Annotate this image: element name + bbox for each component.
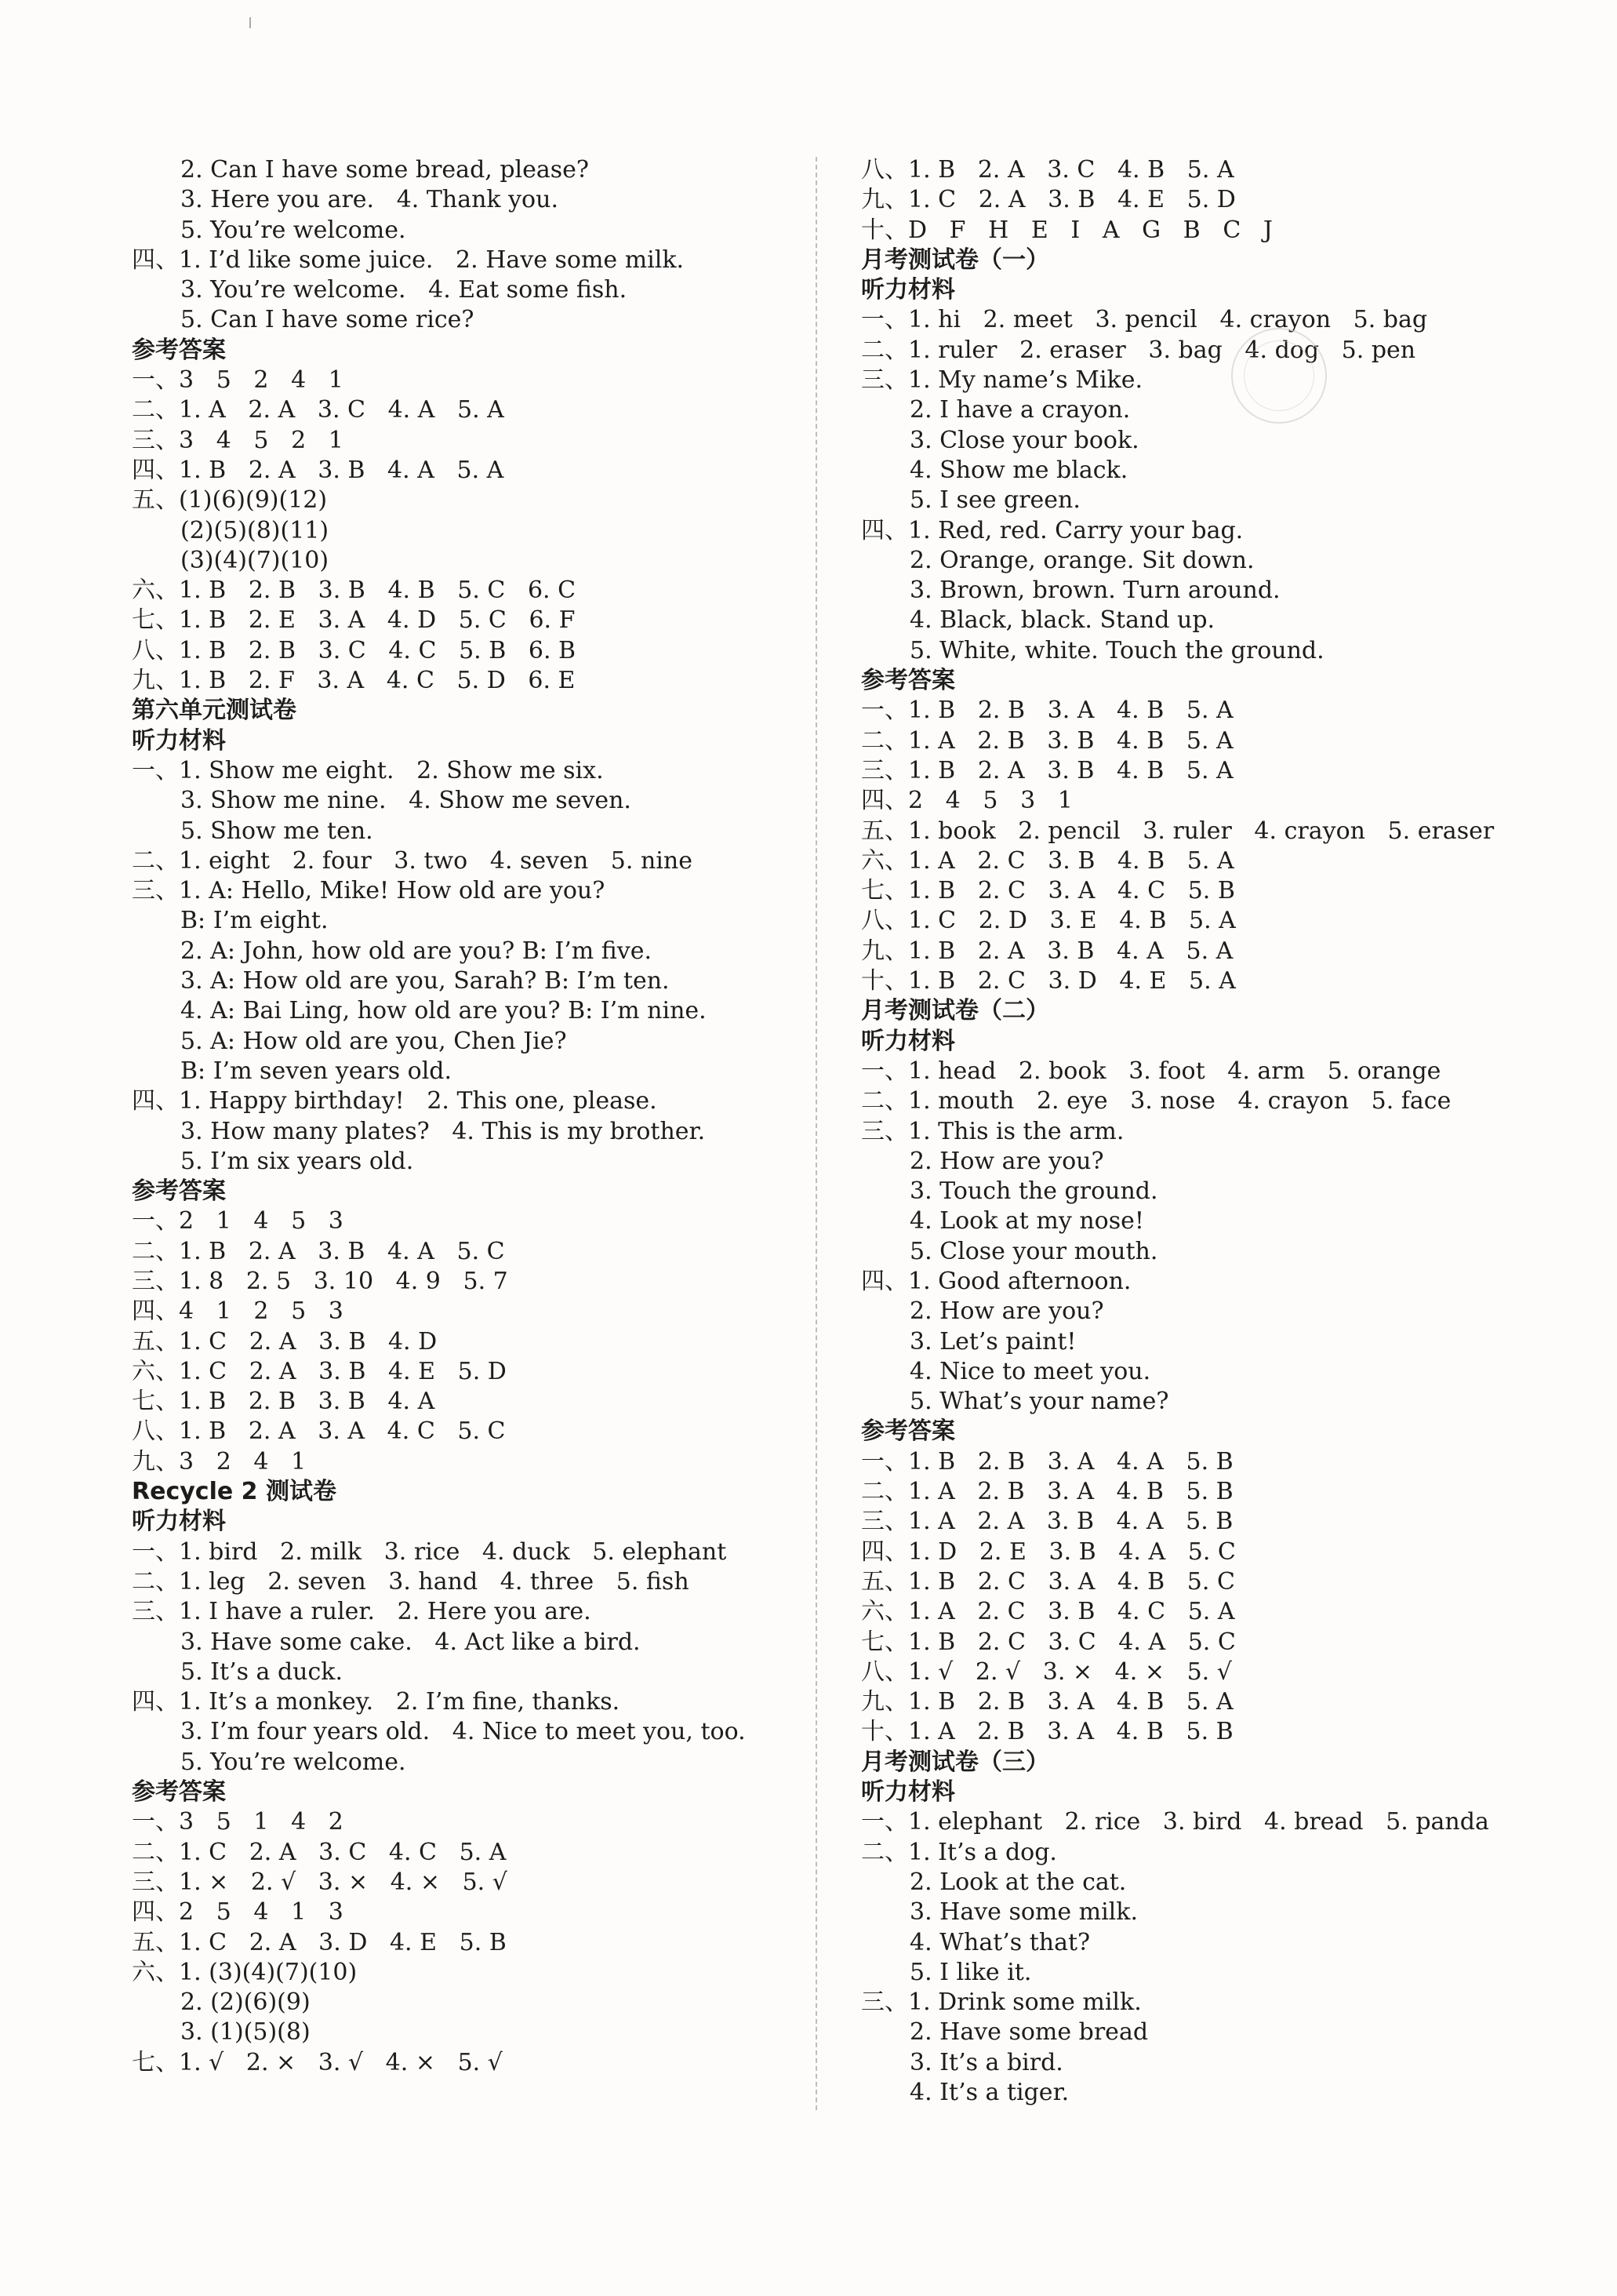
text-line: 一、1. B 2. B 3. A 4. A 5. B: [861, 1447, 1234, 1475]
section-heading: 第六单元测试卷: [132, 697, 296, 725]
section-heading: 月考测试卷（二）: [861, 997, 1049, 1025]
text-line: 3. You’re welcome. 4. Eat some fish.: [180, 276, 627, 304]
text-line: 一、2 1 4 5 3: [132, 1207, 343, 1235]
section-heading: Recycle 2 测试卷: [132, 1478, 336, 1506]
text-line: 六、1. C 2. A 3. B 4. E 5. D: [132, 1357, 507, 1385]
text-line: 三、1. 8 2. 5 3. 10 4. 9 5. 7: [132, 1267, 508, 1295]
text-line: 九、1. C 2. A 3. B 4. E 5. D: [861, 186, 1236, 214]
section-heading: 月考测试卷（一）: [861, 246, 1049, 274]
text-line: 一、1. elephant 2. rice 3. bird 4. bread 5. panda: [861, 1808, 1489, 1836]
text-line: 3. Here you are. 4. Thank you.: [180, 186, 558, 214]
text-line: 4. Nice to meet you.: [910, 1357, 1151, 1385]
text-line: 三、1. B 2. A 3. B 4. B 5. A: [861, 756, 1234, 784]
text-line: 十、1. B 2. C 3. D 4. E 5. A: [861, 967, 1236, 995]
text-line: 3. Have some milk.: [910, 1898, 1138, 1927]
text-line: 4. Look at my nose!: [910, 1207, 1144, 1235]
text-line: 4. A: Bai Ling, how old are you? B: I’m nine.: [180, 997, 707, 1025]
text-line: 五、1. C 2. A 3. B 4. D: [132, 1327, 438, 1355]
text-line: 3. I’m four years old. 4. Nice to meet you, too.: [180, 1718, 746, 1746]
section-heading: 听力材料: [132, 726, 226, 755]
text-line: 九、1. B 2. B 3. A 4. B 5. A: [861, 1688, 1234, 1716]
text-line: 5. You’re welcome.: [180, 1748, 406, 1776]
column-divider: [816, 157, 817, 2110]
text-line: 5. Show me ten.: [180, 817, 373, 845]
text-line: 六、1. (3)(4)(7)(10): [132, 1958, 358, 1986]
text-line: 四、1. D 2. E 3. B 4. A 5. C: [861, 1537, 1236, 1566]
text-line: 2. Orange, orange. Sit down.: [910, 546, 1255, 574]
text-line: 二、1. It’s a dog.: [861, 1838, 1057, 1866]
text-line: 3. Brown, brown. Turn around.: [910, 577, 1281, 605]
text-line: 二、1. A 2. B 3. A 4. B 5. B: [861, 1478, 1234, 1506]
section-heading: 听力材料: [861, 276, 955, 304]
text-line: 2. I have a crayon.: [910, 396, 1131, 424]
text-line: 3. (1)(5)(8): [180, 2018, 311, 2047]
text-line: (2)(5)(8)(11): [180, 516, 329, 544]
text-line: 3. A: How old are you, Sarah? B: I’m ten.: [180, 967, 670, 995]
text-line: 3. Show me nine. 4. Show me seven.: [180, 787, 631, 815]
text-line: 2. Look at the cat.: [910, 1868, 1127, 1896]
text-line: (3)(4)(7)(10): [180, 546, 329, 574]
text-line: 3. Let’s paint!: [910, 1327, 1077, 1355]
text-line: 六、1. A 2. C 3. B 4. B 5. A: [861, 846, 1234, 875]
left-column: [132, 155, 822, 2078]
scan-mark: [249, 17, 251, 28]
text-line: 七、1. √ 2. × 3. √ 4. × 5. √: [132, 2048, 503, 2076]
text-line: 二、1. ruler 2. eraser 3. bag 4. dog 5. pen: [861, 336, 1416, 364]
text-line: 三、1. I have a ruler. 2. Here you are.: [132, 1598, 591, 1626]
text-line: 5. White, white. Touch the ground.: [910, 636, 1324, 664]
text-line: 二、1. A 2. A 3. C 4. A 5. A: [132, 396, 504, 424]
text-line: 4. It’s a tiger.: [910, 2079, 1070, 2106]
text-line: 一、1. bird 2. milk 3. rice 4. duck 5. elephant: [132, 1537, 727, 1566]
section-heading: 听力材料: [861, 1778, 955, 1807]
text-line: 一、3 5 1 4 2: [132, 1808, 343, 1836]
text-line: 六、1. B 2. B 3. B 4. B 5. C 6. C: [132, 577, 576, 605]
text-line: 四、4 1 2 5 3: [132, 1297, 343, 1326]
text-line: 三、1. This is the arm.: [861, 1117, 1125, 1145]
text-line: 3. How many plates? 4. This is my brother.: [180, 1117, 706, 1145]
text-line: 5. It’s a duck.: [180, 1657, 343, 1686]
section-heading: 听力材料: [132, 1508, 226, 1536]
text-line: 二、1. eight 2. four 3. two 4. seven 5. nine: [132, 846, 692, 875]
text-line: 三、3 4 5 2 1: [132, 426, 343, 454]
section-heading: 参考答案: [132, 336, 226, 364]
section-heading: 参考答案: [132, 1177, 226, 1206]
text-line: 2. (2)(6)(9): [180, 1989, 311, 2017]
text-line: 九、3 2 4 1: [132, 1447, 307, 1475]
text-line: 5. I like it.: [910, 1958, 1032, 1986]
text-line: 四、1. I’d like some juice. 2. Have some milk.: [132, 246, 685, 274]
text-line: 四、2 5 4 1 3: [132, 1898, 343, 1927]
text-line: 三、1. Drink some milk.: [861, 1989, 1142, 2017]
right-column: [861, 155, 1567, 2108]
text-line: 4. Black, black. Stand up.: [910, 606, 1215, 635]
text-line: 5. Can I have some rice?: [180, 306, 474, 334]
text-line: 二、1. mouth 2. eye 3. nose 4. crayon 5. face: [861, 1087, 1452, 1115]
section-heading: 听力材料: [861, 1027, 955, 1055]
section-heading: 月考测试卷（三）: [861, 1748, 1049, 1776]
text-line: 一、1. Show me eight. 2. Show me six.: [132, 756, 604, 784]
text-line: 2. How are you?: [910, 1147, 1104, 1175]
text-line: 十、1. A 2. B 3. A 4. B 5. B: [861, 1718, 1234, 1746]
text-line: 八、1. B 2. B 3. C 4. C 5. B 6. B: [132, 636, 576, 664]
text-line: 八、1. B 2. A 3. C 4. B 5. A: [861, 156, 1234, 184]
text-line: 5. You’re welcome.: [180, 216, 406, 244]
text-line: 二、1. C 2. A 3. C 4. C 5. A: [132, 1838, 507, 1866]
text-line: 八、1. √ 2. √ 3. × 4. × 5. √: [861, 1657, 1232, 1686]
text-line: 七、1. B 2. B 3. B 4. A: [132, 1388, 435, 1416]
text-line: 一、1. hi 2. meet 3. pencil 4. crayon 5. bag: [861, 306, 1428, 334]
text-line: 五、1. book 2. pencil 3. ruler 4. crayon 5. eraser: [861, 817, 1495, 845]
text-line: 八、1. B 2. A 3. A 4. C 5. C: [132, 1417, 506, 1446]
text-line: 三、1. A: Hello, Mike! How old are you?: [132, 877, 605, 905]
text-line: 一、1. B 2. B 3. A 4. B 5. A: [861, 697, 1234, 725]
text-line: B: I’m eight.: [180, 907, 329, 935]
text-line: 二、1. B 2. A 3. B 4. A 5. C: [132, 1237, 505, 1265]
text-line: 八、1. C 2. D 3. E 4. B 5. A: [861, 907, 1236, 935]
text-line: 七、1. B 2. E 3. A 4. D 5. C 6. F: [132, 606, 576, 635]
section-heading: 参考答案: [861, 1417, 955, 1446]
text-line: 二、1. A 2. B 3. B 4. B 5. A: [861, 726, 1234, 755]
text-line: 5. A: How old are you, Chen Jie?: [180, 1027, 567, 1055]
text-line: 十、D F H E I A G B C J: [861, 216, 1273, 244]
text-line: 四、1. Red, red. Carry your bag.: [861, 516, 1244, 544]
text-line: 三、1. My name’s Mike.: [861, 366, 1143, 395]
text-line: 四、1. Happy birthday! 2. This one, please.: [132, 1087, 657, 1115]
text-line: 2. A: John, how old are you? B: I’m five.: [180, 937, 652, 965]
text-line: 5. Close your mouth.: [910, 1237, 1158, 1265]
text-line: 七、1. B 2. C 3. C 4. A 5. C: [861, 1628, 1236, 1656]
section-heading: 参考答案: [861, 667, 955, 695]
text-line: 三、1. A 2. A 3. B 4. A 5. B: [861, 1508, 1234, 1536]
text-line: 3. Touch the ground.: [910, 1177, 1158, 1206]
text-line: 四、1. B 2. A 3. B 4. A 5. A: [132, 456, 504, 484]
text-line: 3. It’s a bird.: [910, 2048, 1063, 2076]
text-line: 2. Have some bread: [910, 2018, 1149, 2047]
text-line: 一、1. head 2. book 3. foot 4. arm 5. orange: [861, 1057, 1441, 1085]
text-line: B: I’m seven years old.: [180, 1057, 452, 1085]
text-line: 四、2 4 5 3 1: [861, 787, 1073, 815]
watermark-stamp: [1231, 328, 1327, 424]
text-line: 3. Have some cake. 4. Act like a bird.: [180, 1628, 641, 1656]
text-line: 七、1. B 2. C 3. A 4. C 5. B: [861, 877, 1235, 905]
text-line: 二、1. leg 2. seven 3. hand 4. three 5. fish: [132, 1567, 689, 1596]
text-line: 六、1. A 2. C 3. B 4. C 5. A: [861, 1598, 1235, 1626]
text-line: 五、1. C 2. A 3. D 4. E 5. B: [132, 1928, 507, 1956]
text-line: 九、1. B 2. A 3. B 4. A 5. A: [861, 937, 1234, 965]
text-line: 3. Close your book.: [910, 426, 1139, 454]
text-line: 四、1. Good afternoon.: [861, 1267, 1132, 1295]
text-line: 5. What’s your name?: [910, 1388, 1169, 1416]
text-line: 4. Show me black.: [910, 456, 1128, 484]
text-line: 2. How are you?: [910, 1297, 1104, 1326]
text-line: 九、1. B 2. F 3. A 4. C 5. D 6. E: [132, 667, 576, 695]
text-line: 五、(1)(6)(9)(12): [132, 486, 328, 515]
text-line: 2. Can I have some bread, please?: [180, 156, 590, 184]
text-line: 一、3 5 2 4 1: [132, 366, 343, 395]
text-line: 三、1. × 2. √ 3. × 4. × 5. √: [132, 1868, 507, 1896]
text-line: 5. I’m six years old.: [180, 1147, 414, 1175]
text-line: 五、1. B 2. C 3. A 4. B 5. C: [861, 1567, 1235, 1596]
text-line: 四、1. It’s a monkey. 2. I’m fine, thanks.: [132, 1688, 620, 1716]
text-line: 4. What’s that?: [910, 1928, 1091, 1956]
text-line: 5. I see green.: [910, 486, 1081, 515]
section-heading: 参考答案: [132, 1778, 226, 1807]
